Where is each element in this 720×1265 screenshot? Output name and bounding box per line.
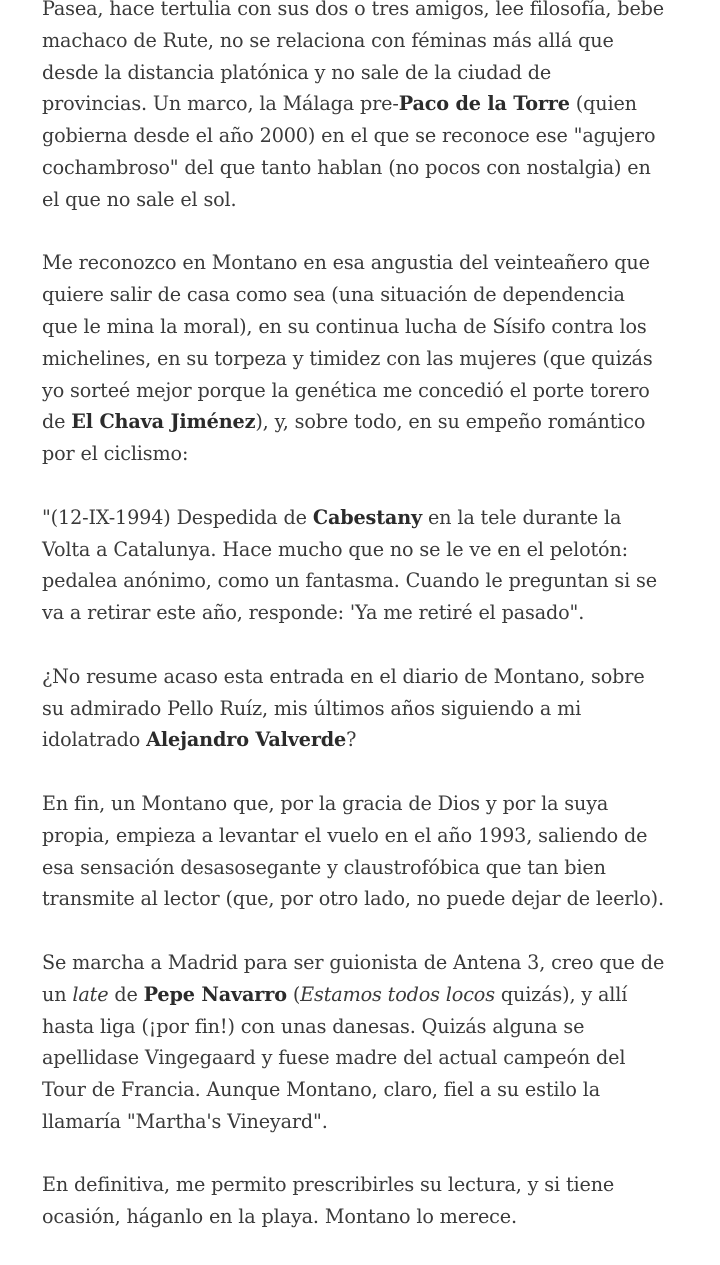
text-line — [42, 1201, 692, 1233]
text-run: idolatrado — [42, 728, 147, 752]
paragraph — [42, 947, 692, 1138]
text-line — [42, 693, 692, 725]
bold-name: El Chava Jiménez — [71, 410, 256, 434]
text-line — [42, 438, 692, 470]
bold-name: Alejandro Valverde — [146, 728, 347, 752]
text-line — [42, 661, 692, 693]
text-line — [42, 820, 692, 852]
text-line — [42, 247, 692, 279]
text-run: va a retirar este año, responde: 'Ya me retiré el pasado". — [42, 601, 585, 625]
text-run: quiere salir de casa como sea (una situación de dependencia — [42, 283, 625, 307]
text-run: gobierna desde el año 2000) en el que se reconoce ese "agujero — [42, 124, 656, 148]
text-run: ? — [346, 728, 357, 752]
text-run: Tour de Francia. Aunque Montano, claro, fiel a su estilo la — [42, 1078, 600, 1102]
text-run: ¿No resume acaso esta entrada en el diario de Montano, sobre — [42, 664, 645, 688]
text-run: de — [42, 410, 72, 434]
text-run: desde la distancia platónica y no sale de la ciudad de — [42, 60, 552, 84]
text-run: Me reconozco en Montano en esa angustia del veinteañero que — [42, 251, 650, 275]
text-run: por el ciclismo: — [42, 442, 189, 466]
text-run: esa sensación desasosegante y claustrofóbica que tan bien — [42, 855, 606, 879]
text-line — [42, 883, 692, 915]
text-line — [42, 979, 692, 1011]
text-line — [42, 502, 692, 534]
text-run: yo sorteé mejor porque la genética me concedió el porte torero — [42, 378, 650, 402]
text-line — [42, 343, 692, 375]
text-line — [42, 724, 692, 756]
text-line — [42, 25, 692, 57]
bold-name: Cabestany — [312, 505, 423, 529]
text-run: transmite al lector (que, por otro lado, no puede dejar de leerlo). — [42, 887, 664, 911]
text-run: el que no sale el sol. — [42, 187, 237, 211]
text-line — [42, 597, 692, 629]
text-line — [42, 311, 692, 343]
text-run: ocasión, háganlo en la playa. Montano lo merece. — [42, 1205, 517, 1229]
text-line — [42, 88, 692, 120]
text-run: hasta liga (¡por fin!) con unas danesas. Quizás alguna se — [42, 1014, 585, 1038]
text-line — [42, 1011, 692, 1043]
text-run: en la tele durante la — [422, 505, 622, 529]
paragraph — [42, 0, 692, 216]
paragraph — [42, 1169, 692, 1233]
text-run: En definitiva, me permito prescribirles su lectura, y si tiene — [42, 1173, 615, 1197]
text-line — [42, 788, 692, 820]
text-line — [42, 0, 692, 25]
text-line — [42, 1042, 692, 1074]
text-run: su admirado Pello Ruíz, mis últimos años siguiendo a mi — [42, 696, 582, 720]
italic-title: Estamos todos locos — [300, 982, 495, 1006]
text-line — [42, 565, 692, 597]
text-run: provincias. Un marco, la Málaga pre- — [42, 92, 399, 116]
text-run: que le mina la moral), en su continua lucha de Sísifo contra los — [42, 314, 647, 338]
text-run: Se marcha a Madrid para ser guionista de Antena 3, creo que de — [42, 950, 665, 974]
text-run: de — [108, 982, 144, 1006]
paragraph — [42, 247, 692, 470]
text-line — [42, 57, 692, 89]
text-line — [42, 279, 692, 311]
bold-name: Pepe Navarro — [143, 982, 287, 1006]
text-line — [42, 534, 692, 566]
text-line — [42, 1169, 692, 1201]
text-run: (quien — [569, 92, 637, 116]
paragraph — [42, 502, 692, 629]
text-line — [42, 375, 692, 407]
text-run: un — [42, 982, 73, 1006]
text-run: llamaría "Martha's Vineyard". — [42, 1109, 328, 1133]
bold-name: Paco de la Torre — [398, 92, 570, 116]
text-run: ), y, sobre todo, en su empeño romántico — [255, 410, 646, 434]
text-run: quizás), y allí — [494, 982, 628, 1006]
text-run: machaco de Rute, no se relaciona con féminas más allá que — [42, 28, 614, 52]
text-line — [42, 1106, 692, 1138]
text-line — [42, 852, 692, 884]
text-run: pedalea anónimo, como un fantasma. Cuando le preguntan si se — [42, 569, 657, 593]
text-run: Pasea, hace tertulia con sus dos o tres amigos, lee filosofía, bebe — [42, 0, 664, 20]
text-run: Volta a Catalunya. Hace mucho que no se le ve en el pelotón: — [42, 537, 628, 561]
text-line — [42, 406, 692, 438]
italic-title: late — [72, 982, 109, 1006]
text-line — [42, 152, 692, 184]
text-line — [42, 947, 692, 979]
paragraph — [42, 661, 692, 756]
text-run: En fin, un Montano que, por la gracia de Dios y por la suya — [42, 791, 609, 815]
text-run: apellidase Vingegaard y fuese madre del actual campeón del — [42, 1046, 626, 1070]
text-run: propia, empieza a levantar el vuelo en el año 1993, saliendo de — [42, 823, 648, 847]
text-run: cochambroso" del que tanto hablan (no pocos con nostalgia) en — [42, 155, 651, 179]
text-run: "(12-IX-1994) Despedida de — [42, 505, 313, 529]
text-line — [42, 1074, 692, 1106]
article-body — [42, 0, 692, 1265]
text-line — [42, 120, 692, 152]
text-run: michelines, en su torpeza y timidez con las mujeres (que quizás — [42, 346, 653, 370]
paragraph — [42, 788, 692, 915]
text-line — [42, 184, 692, 216]
text-run: ( — [286, 982, 301, 1006]
